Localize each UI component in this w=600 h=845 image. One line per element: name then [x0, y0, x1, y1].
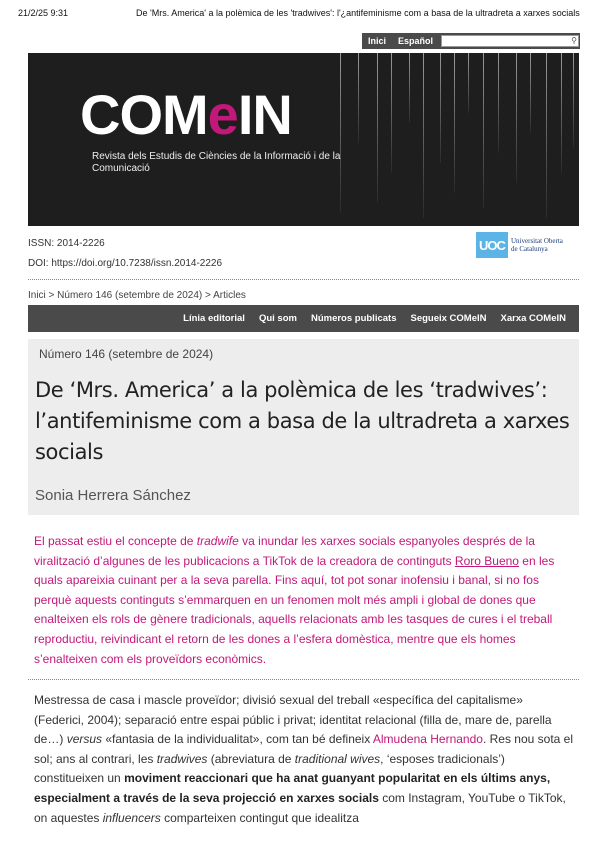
- banner-streak: [454, 53, 455, 193]
- print-date: 21/2/25 9:31: [18, 8, 69, 18]
- doi-text: DOI: https://doi.org/10.7238/issn.2014-2226: [28, 258, 223, 269]
- banner-streak: [498, 53, 499, 153]
- nav-segueix-comein[interactable]: Segueix COMeIN: [410, 313, 487, 324]
- comein-logo[interactable]: COMeIN: [80, 83, 292, 146]
- nav-xarxa-comein[interactable]: Xarxa COMeIN: [500, 313, 566, 324]
- uoc-logo[interactable]: [476, 232, 580, 258]
- lead-paragraph: El passat estiu el concepte de tradwife va inundar les xarxes socials espanyoles després de la viralització d’algunes de les publicacions a TikTok de la creadora de continguts Roro Bueno en les quals apareixia cuinant per a la seva parella. Fins aquí, tot pot sonar inofensiu i banal, si no fos perquè aquests continguts s’emmarquen en un fenomen molt més ampli i global de dones que enalteixen els rols de gènere tradicionals, aquells relacionats amb les tasques de cures i el treball reproductiu, reivindicant el retorn de les dones a l’esfera domèstica, mentre que els homes s’enalteixen com els proveïdors econòmics.: [34, 534, 555, 666]
- article-title: De ‘Mrs. America’ a la polèmica de les ‘tradwives’: l’antifeminisme com a basa de la ultradreta a xarxes socials: [35, 378, 570, 464]
- banner-streak: [530, 53, 531, 133]
- body-paragraph: Mestressa de casa i mascle proveïdor; divisió sexual del treball «específica del capitalisme» (Federici, 2004); separació entre espai públic i privat; identitat relacional (filla de, mare de, parella de…) versus «fantasia de la individualitat», com tan bé defineix Almudena Hernando. Res nou sota el sol; ans al contrari, les tradwives (abreviatura de traditional wives, ‘esposes tradicionals’) constitueixen un moviment reaccionari que ha anat guanyant popularitat en els últims anys, especialment a través de la seva projecció en xarxes socials com Instagram, YouTube o TikTok, on aquestes influencers comparteixen contingut que idealitza: [34, 693, 574, 825]
- article-header: [28, 339, 579, 515]
- uoc-name: Universitat Oberta de Catalunya: [511, 237, 563, 253]
- main-nav: [28, 305, 579, 332]
- banner-streak: [546, 53, 547, 218]
- banner-streak: [377, 53, 378, 203]
- banner-streak: [516, 53, 517, 183]
- banner-streak: [468, 53, 469, 113]
- banner-streak: [573, 53, 574, 148]
- print-page-title: De 'Mrs. America' a la polèmica de les 'tradwives': l'¿antifeminisme com a basa de la ultradreta a xarxes socials: [136, 8, 580, 18]
- article-author: Sonia Herrera Sánchez: [35, 487, 191, 504]
- almudena-hernando-link[interactable]: Almudena Hernando: [372, 732, 483, 747]
- nav-numeros-publicats[interactable]: Números publicats: [310, 313, 397, 324]
- banner-streak: [340, 53, 341, 213]
- roro-bueno-link[interactable]: Roro Bueno: [454, 553, 519, 568]
- search-box: [441, 35, 579, 47]
- inici-link[interactable]: Inici: [368, 36, 387, 46]
- banner-streak: [423, 53, 424, 218]
- print-header: [18, 8, 582, 20]
- site-banner: [28, 53, 579, 226]
- issn-text: ISSN: 2014-2226: [28, 238, 105, 249]
- banner-tagline: Revista dels Estudis de Ciències de la Informació i de la Comunicació: [92, 151, 341, 174]
- uoc-mark: UOC: [476, 232, 508, 258]
- issue-label: Número 146 (setembre de 2024): [39, 347, 214, 361]
- search-input[interactable]: [442, 42, 566, 52]
- espanol-link[interactable]: Español: [398, 36, 434, 46]
- nav-linia-editorial[interactable]: Línia editorial: [183, 313, 245, 324]
- banner-streak: [440, 53, 441, 163]
- divider: [28, 279, 579, 280]
- banner-streak: [391, 53, 392, 173]
- banner-streak: [409, 53, 410, 123]
- divider: [28, 679, 579, 680]
- search-icon[interactable]: ⚲: [571, 36, 577, 45]
- top-utility-bar: [362, 33, 580, 49]
- banner-streak: [483, 53, 484, 208]
- banner-streak: [561, 53, 562, 173]
- nav-qui-som[interactable]: Qui som: [258, 313, 297, 324]
- banner-streak: [358, 53, 359, 143]
- breadcrumb[interactable]: Inici > Número 146 (setembre de 2024) > Articles: [28, 290, 246, 301]
